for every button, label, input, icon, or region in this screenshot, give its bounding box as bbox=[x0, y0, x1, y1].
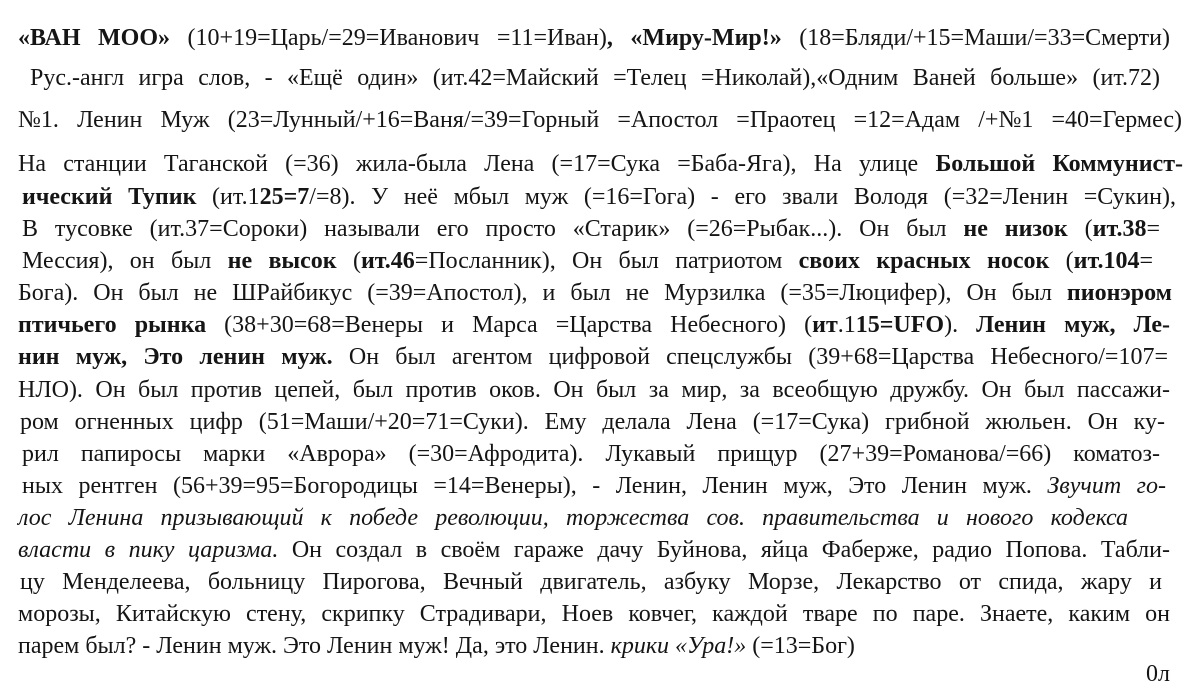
text-run: цу Менделеева, больницу Пирогова, Вечный двигатель, азбуку Морзе, Лекарство от спида, жару и bbox=[20, 569, 1162, 595]
paragraph-line-13 bbox=[18, 536, 1170, 564]
bold-text: «ВАН МОО» bbox=[18, 25, 171, 51]
bold-text: не низок bbox=[963, 216, 1068, 242]
bold-text: нин муж, Это ленин муж. bbox=[18, 344, 333, 370]
bold-text: Большой Коммунист- bbox=[935, 151, 1183, 177]
text-run: В тусовке (ит.37=Сороки) называли его просто «Старик» (=26=Рыбак...). Он был bbox=[22, 216, 964, 242]
text-run: (10+19=Царь/=29=Иванович =11=Иван) bbox=[170, 25, 607, 51]
bold-text: своих красных носок bbox=[798, 248, 1050, 274]
text-run: морозы, Китайскую стену, скрипку Страдивари, Ноев ковчег, каждой тваре по паре. Знаете, каким он bbox=[18, 601, 1170, 627]
italic-text: лос Ленина призывающий к победе революции, торжества сов. правительства и нового кодекса bbox=[18, 505, 1128, 531]
text-run: Бога). Он был не ШРайбикус (=39=Апостол), и был не Мурзилка (=35=Люцифер), Он был bbox=[18, 280, 1067, 306]
bold-text: ит.46 bbox=[360, 248, 415, 274]
text-run: рил папиросы марки «Аврора» (=30=Афродита). Лукавый прищур (27+39=Романова/=66) коматоз- bbox=[22, 441, 1160, 467]
paragraph-line-16 bbox=[18, 632, 855, 660]
text-run: /=8). У неё мбыл муж (=16=Гога) - его звали Володя (=32=Ленин =Сукин), bbox=[309, 184, 1177, 210]
paragraph-line-6 bbox=[18, 311, 1170, 339]
text-run: (ит.1 bbox=[196, 184, 260, 210]
page-mark bbox=[1146, 660, 1170, 688]
paragraph-line-11 bbox=[22, 472, 1166, 500]
header-line-3 bbox=[18, 106, 1182, 134]
bold-text: не высок bbox=[227, 248, 337, 274]
text-run: парем был? - Ленин муж. Это Ленин муж! Да, это Ленин. bbox=[18, 633, 611, 659]
bold-text: , «Миру-Мир!» bbox=[606, 25, 782, 51]
text-run: ). bbox=[944, 312, 977, 338]
bold-text: 15=UFO bbox=[855, 312, 945, 338]
bold-text: ит bbox=[812, 312, 838, 338]
text-run: (18=Бляди/+15=Маши/=33=Смерти) bbox=[781, 25, 1170, 51]
header-line-2 bbox=[30, 64, 1160, 92]
text-run: .1 bbox=[837, 312, 856, 338]
paragraph-line-1 bbox=[18, 150, 1183, 178]
paragraph-line-7 bbox=[18, 343, 1168, 371]
bold-text: ический Тупик bbox=[22, 184, 197, 210]
bold-text: ит.38 bbox=[1092, 216, 1147, 242]
text-run: Он был агентом цифровой спецслужбы (39+68=Царства Небесного/=107= bbox=[332, 344, 1168, 370]
text-run: ных рентген (56+39=95=Богородицы =14=Венеры), - Ленин, Ленин муж, Это Ленин муж. bbox=[22, 473, 1048, 499]
bold-text: птичьего рынка bbox=[18, 312, 207, 338]
paragraph-line-14 bbox=[20, 568, 1162, 596]
text-run: ром огненных цифр (51=Маши/+20=71=Суки). Ему делала Лена (=17=Сука) грибной жюльен. Он ку- bbox=[20, 409, 1165, 435]
text-run: НЛО). Он был против цепей, был против оков. Он был за мир, за всеобщую дружбу. Он был пассажи- bbox=[18, 377, 1170, 403]
paragraph-line-9 bbox=[20, 408, 1165, 436]
text-run: (=13=Бог) bbox=[746, 633, 855, 659]
text-run: =Посланник), Он был патриотом bbox=[414, 248, 799, 274]
text-run: Рус.-англ игра слов, - «Ещё один» (ит.42=Майский =Телец =Николай),«Одним Ваней больше» (ит.72) bbox=[30, 65, 1160, 91]
text-run: ( bbox=[1049, 248, 1074, 274]
text-run: ( bbox=[1067, 216, 1093, 242]
text-run: №1. Ленин Муж (23=Лунный/+16=Ваня/=39=Горный =Апостол =Праотец =12=Адам /+№1 =40=Гермес) bbox=[18, 107, 1182, 133]
text-run: На станции Таганской (=36) жила-была Лена (=17=Сука =Баба-Яга), На улице bbox=[18, 151, 936, 177]
header-line-1 bbox=[18, 24, 1170, 52]
text-run: Мессия), он был bbox=[22, 248, 228, 274]
paragraph-line-8 bbox=[18, 376, 1170, 404]
text-run: = bbox=[1146, 216, 1160, 242]
paragraph-line-5 bbox=[18, 279, 1172, 307]
paragraph-line-2 bbox=[22, 183, 1176, 211]
bold-text: Ленин муж, Ле- bbox=[976, 312, 1170, 338]
text-run: Он создал в своём гараже дачу Буйнова, яйца Фаберже, радио Попова. Табли- bbox=[278, 537, 1170, 563]
italic-text: крики «Ура!» bbox=[610, 633, 747, 659]
italic-text: власти в пику царизма. bbox=[18, 537, 279, 563]
text-run: (38+30=68=Венеры и Марса =Царства Небесного) ( bbox=[206, 312, 813, 338]
bold-text: 25=7 bbox=[259, 184, 310, 210]
bold-text: ит.104 bbox=[1073, 248, 1140, 274]
text-run: = bbox=[1139, 248, 1153, 274]
paragraph-line-10 bbox=[22, 440, 1160, 468]
paragraph-line-15 bbox=[18, 600, 1170, 628]
paragraph-line-3 bbox=[22, 215, 1160, 243]
bold-text: пионэром bbox=[1066, 280, 1172, 306]
italic-text: Звучит го- bbox=[1047, 473, 1166, 499]
text-run: 0л bbox=[1146, 661, 1170, 687]
paragraph-line-12 bbox=[18, 504, 1128, 532]
paragraph-line-4 bbox=[22, 247, 1153, 275]
text-run: ( bbox=[336, 248, 361, 274]
